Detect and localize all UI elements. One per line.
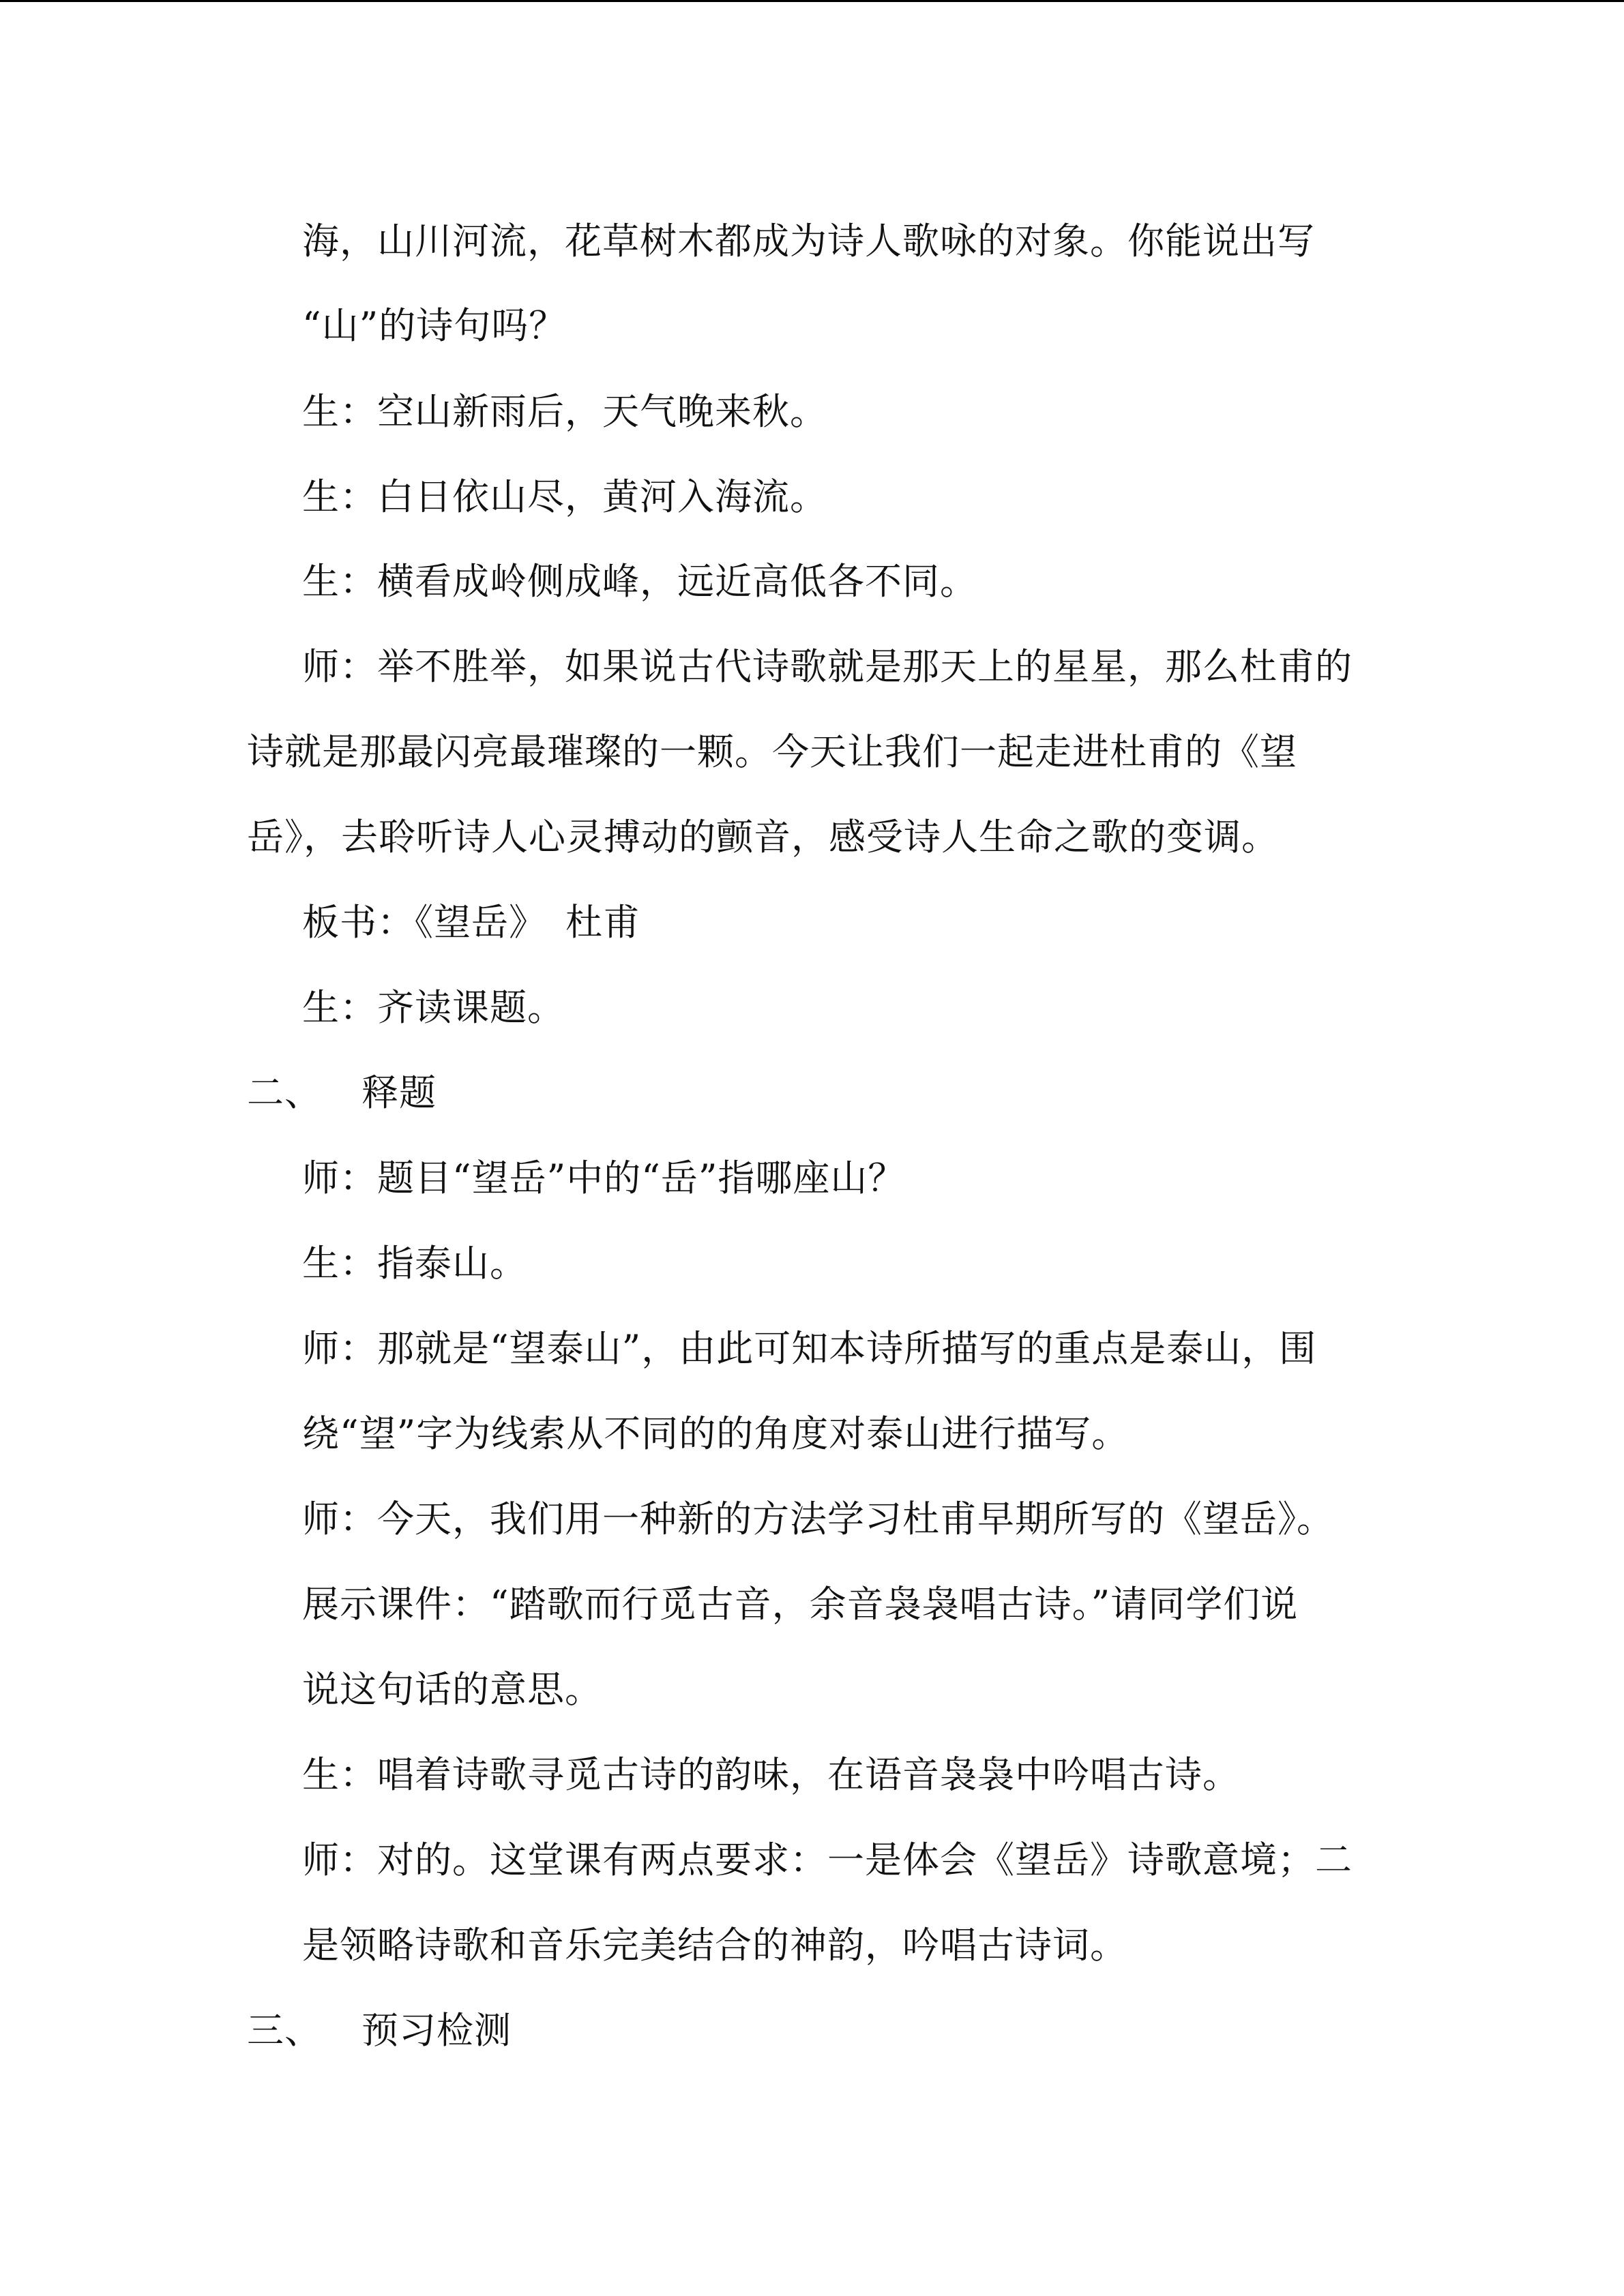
paragraph-line: 展示课件：“踏歌而行觅古音，余音袅袅唱古诗。”请同学们说 — [302, 1583, 1299, 1626]
paragraph-line: 师：举不胜举，如果说古代诗歌就是那天上的星星，那么杜甫的 — [302, 645, 1353, 688]
paragraph-line: 生：横看成岭侧成峰，远近高低各不同。 — [302, 560, 977, 603]
paragraph-line: 是领略诗歌和音乐完美结合的神韵，吟唱古诗词。 — [302, 1924, 1127, 1967]
section-title: 预习检测 — [361, 2009, 512, 2052]
paragraph-line: 生：齐读课题。 — [302, 986, 565, 1029]
paragraph-line: 生：指泰山。 — [302, 1242, 527, 1285]
paragraph-line: 师：今天，我们用一种新的方法学习杜甫早期所写的《望岳》。 — [302, 1497, 1334, 1540]
paragraph-line: 师：题目“望岳”中的“岳”指哪座山？ — [302, 1157, 906, 1199]
paragraph-line: 生：唱着诗歌寻觅古诗的韵味，在语音袅袅中吟唱古诗。 — [302, 1753, 1240, 1796]
section-number: 二、 — [247, 1071, 322, 1114]
paragraph-line: 师：那就是“望泰山”，由此可知本诗所描写的重点是泰山，围 — [302, 1327, 1317, 1370]
paragraph-line: 说这句话的意思。 — [302, 1668, 602, 1711]
paragraph-line: 绕“望”字为线索从不同的的角度对泰山进行描写。 — [302, 1412, 1130, 1455]
paragraph-line: 板书：《望岳》 杜甫 — [302, 901, 640, 944]
section-title: 释题 — [361, 1071, 437, 1114]
paragraph-line: 生：空山新雨后，天气晚来秋。 — [302, 390, 827, 433]
section-number: 三、 — [247, 2009, 322, 2052]
paragraph-line: 师：对的。这堂课有两点要求：一是体会《望岳》诗歌意境；二 — [302, 1838, 1353, 1881]
paragraph-line: 生：白日依山尽，黄河入海流。 — [302, 475, 827, 518]
paragraph-line: “山”的诗句吗？ — [302, 304, 567, 347]
paragraph-line: 诗就是那最闪亮最璀璨的一颗。今天让我们一起走进杜甫的《望 — [247, 730, 1297, 773]
paragraph-line: 岳》，去聆听诗人心灵搏动的颤音，感受诗人生命之歌的变调。 — [247, 816, 1279, 859]
paragraph-line: 海，山川河流，花草树木都成为诗人歌咏的对象。你能说出写 — [302, 220, 1315, 263]
